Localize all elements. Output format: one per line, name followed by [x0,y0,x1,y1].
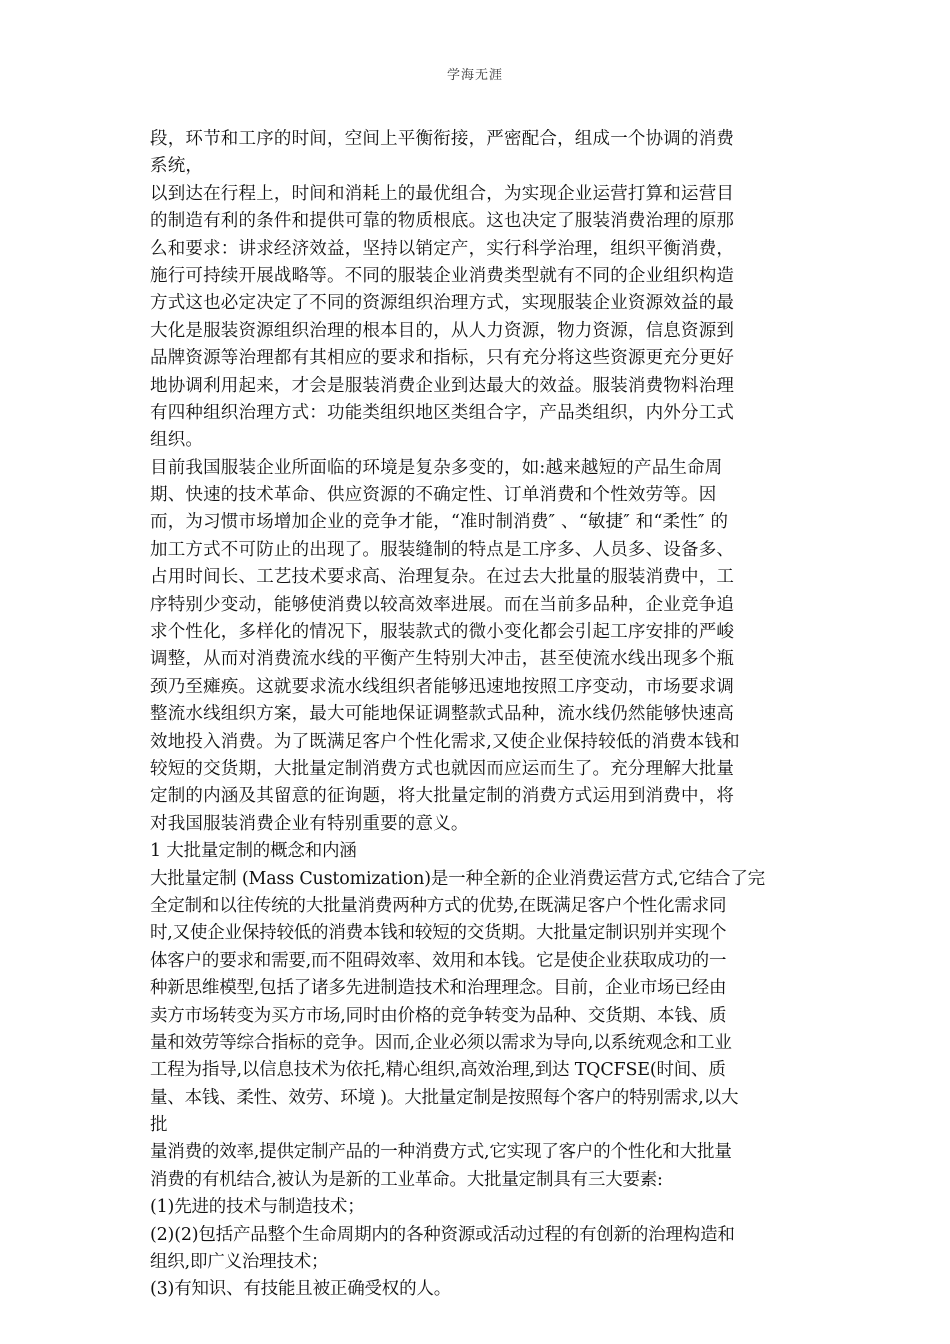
text-line: 体客户的要求和需要,而不阻碍效率、效用和本钱。它是使企业获取成功的一 [150,950,727,971]
text-line: 效地投入消费。为了既满足客户个性化需求,又使企业保持较低的消费本钱和 [150,731,740,752]
text-line: 占用时间长、工艺技术要求高、治理复杂。在过去大批量的服装消费中，工 [150,567,735,588]
text-line: 卖方市场转变为买方市场,同时由价格的竞争转变为品种、交货期、本钱、质 [150,1005,727,1026]
text-line: 么和要求：讲求经济效益，坚持以销定产，实行科学治理，组织平衡消费， [150,238,735,259]
page-header: 学海无涯 [446,68,503,83]
text-line: 的制造有利的条件和提供可靠的物质根底。这也决定了服装消费治理的原那 [150,211,735,232]
text-line: 求个性化，多样化的情况下，服装款式的微小变化都会引起工序安排的严峻 [150,622,735,643]
text-line: 有四种组织治理方式：功能类组织地区类组合字，产品类组织，内外分工式 [150,402,735,423]
text-line: 量消费的效率,提供定制产品的一种消费方式,它实现了客户的个性化和大批量 [150,1142,732,1163]
text-line: 组织。 [150,430,204,451]
text-line: 定制的内涵及其留意的征询题，将大批量定制的消费方式运用到消费中，将 [150,786,735,807]
text-line: 而，为习惯市场增加企业的竞争才能，“准时制消费″ 、“敏捷″ 和“柔性″ 的 [150,512,729,533]
text-line: 品牌资源等治理都有其相应的要求和指标，只有充分将这些资源更充分更好 [150,348,735,369]
text-line: 以到达在行程上，时间和消耗上的最优组合，为实现企业运营打算和运营目 [150,183,735,204]
section-heading: 1 大批量定制的概念和内涵 [150,841,357,862]
document-body [150,126,795,1304]
list-item: (2)(2)包括产品整个生命周期内的各种资源或活动过程的有创新的治理构造和 [150,1224,735,1245]
text-line: 加工方式不可防止的出现了。服装缝制的特点是工序多、人员多、设备多、 [150,539,735,560]
text-line: 全定制和以往传统的大批量消费两种方式的优势,在既满足客户个性化需求同 [150,895,727,916]
list-item: (3)有知识、有技能且被正确受权的人。 [150,1279,451,1300]
text-line: 对我国服装消费企业有特别重要的意义。 [150,813,469,834]
text-line: 调整，从而对消费流水线的平衡产生特别大冲击，甚至使流水线出现多个瓶 [150,649,735,670]
text-line: 施行可持续开展战略等。不同的服装企业消费类型就有不同的企业组织构造 [150,265,735,286]
text-line: 种新思维模型,包括了诸多先进制造技术和治理理念。目前，企业市场已经由 [150,978,727,999]
text-line: 批 [150,1115,168,1136]
paragraph-1 [150,126,795,455]
text-line: 组织,即广义治理技术； [150,1252,329,1273]
text-line: 期、快速的技术革命、供应资源的不确定性、订单消费和个性效劳等。因 [150,485,717,506]
text-line: 整流水线组织方案，最大可能地保证调整款式品种，流水线仍然能够快速高 [150,704,735,725]
text-line: 大批量定制 (Mass Customization)是一种全新的企业消费运营方式,它结合了完 [150,868,765,889]
list-item: (1)先进的技术与制造技术； [150,1197,365,1218]
text-line: 较短的交货期，大批量定制消费方式也就因而应运而生了。充分理解大批量 [150,758,735,779]
text-line: 量和效劳等综合指标的竞争。因而,企业必须以需求为导向,以系统观念和工业 [150,1032,732,1053]
text-line: 系统， [150,156,204,177]
text-line: 颈乃至瘫痪。这就要求流水线组织者能够迅速地按照工序变动，市场要求调 [150,676,735,697]
paragraph-2 [150,455,795,838]
text-line: 序特别少变动，能够使消费以较高效率进展。而在当前多品种，企业竞争追 [150,594,735,615]
text-line: 目前我国服装企业所面临的环境是复杂多变的，如:越来越短的产品生命周 [150,457,723,478]
text-line: 大化是服装资源组织治理的根本目的，从人力资源，物力资源，信息资源到 [150,320,735,341]
text-line: 地协调利用起来，才会是服装消费企业到达最大的效益。服装消费物料治理 [150,375,735,396]
text-line: 量、本钱、柔性、效劳、环境 )。大批量定制是按照每个客户的特别需求,以大 [150,1087,739,1108]
text-line: 段，环节和工序的时间，空间上平衡衔接，严密配合，组成一个协调的消费 [150,129,735,149]
text-line: 方式这也必定决定了不同的资源组织治理方式，实现服装企业资源效益的最 [150,293,735,314]
text-line: 工程为指导,以信息技术为依托,精心组织,高效治理,到达 TQCFSE(时间、质 [150,1060,726,1081]
text-line: 时,又使企业保持较低的消费本钱和较短的交货期。大批量定制识别并实现个 [150,923,727,944]
text-line: 消费的有机结合,被认为是新的工业革命。大批量定制具有三大要素: [150,1169,663,1190]
paragraph-3 [150,838,795,1304]
